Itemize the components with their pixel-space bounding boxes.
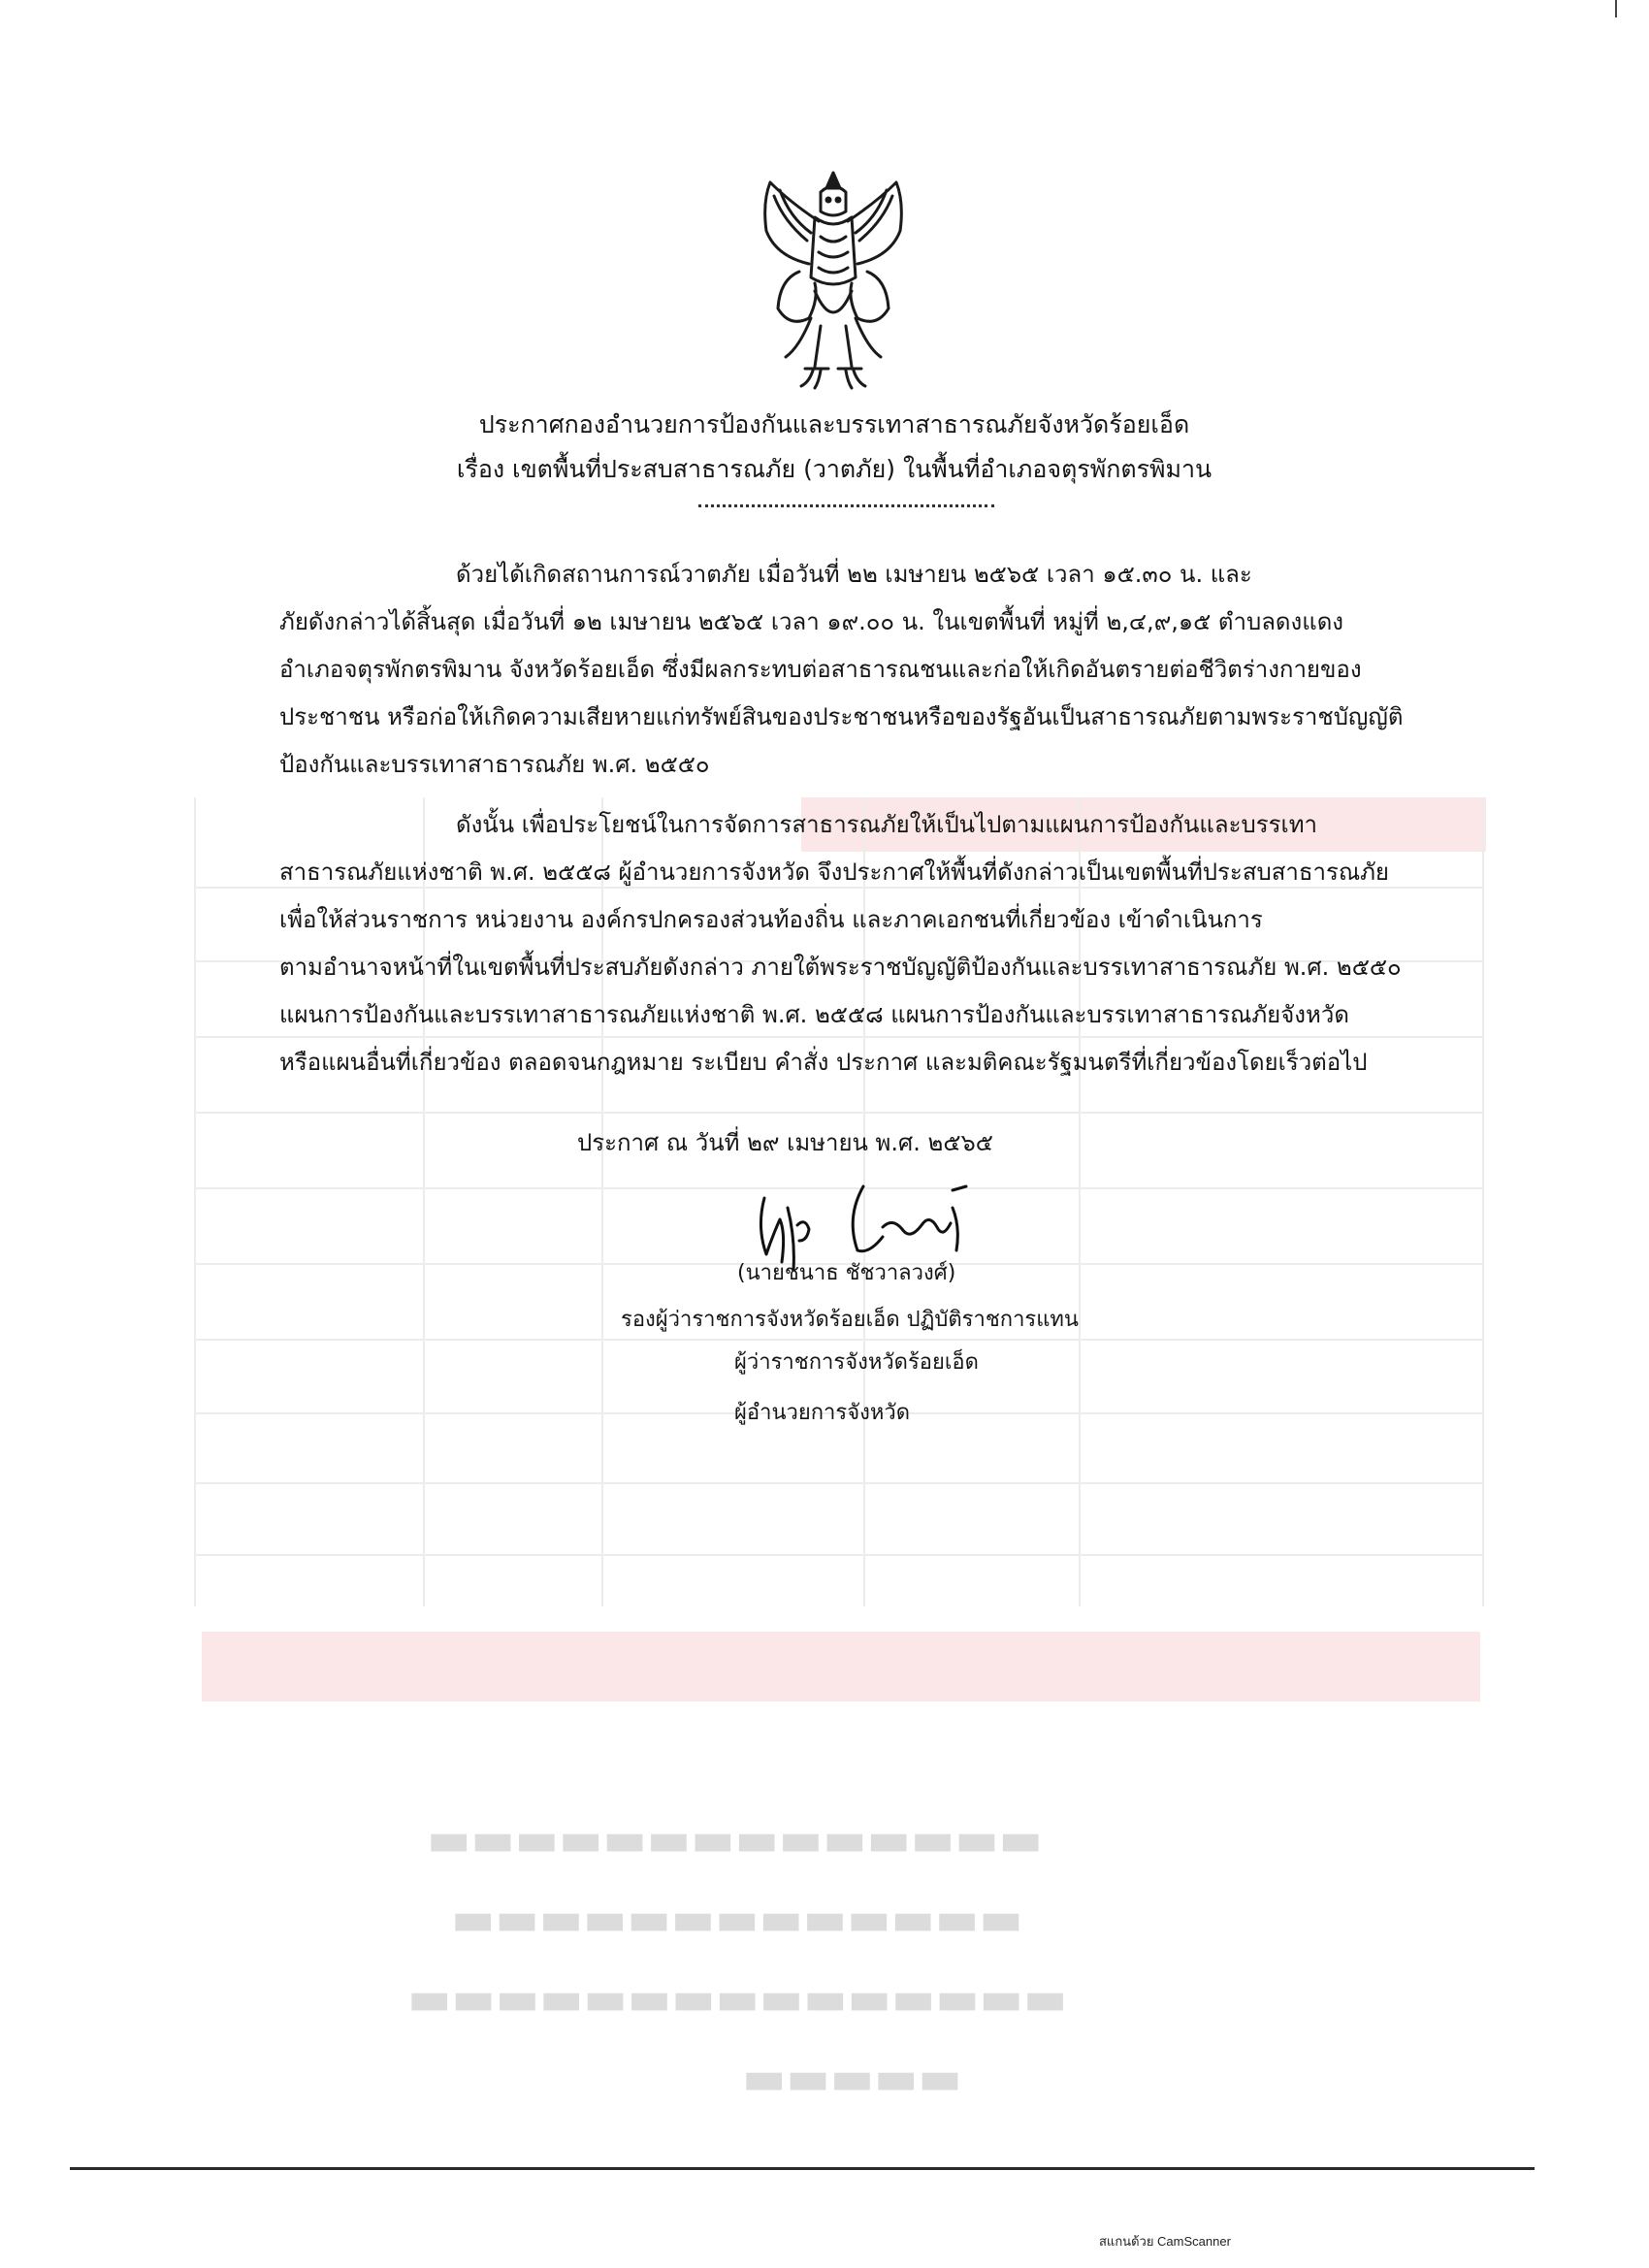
dotted-divider: [698, 504, 994, 507]
announcement-subject: เรื่อง เขตพื้นที่ประสบสาธารณภัย (วาตภัย) ในพื้นที่อำเภอจตุรพักตรพิมาน: [456, 455, 1212, 483]
paragraph-line: ดังนั้น เพื่อประโยชน์ในการจัดการสาธารณภัยให้เป็นไปตามแผนการป้องกันและบรรเทา: [456, 811, 1317, 838]
paragraph-line: ภัยดังกล่าวได้สิ้นสุด เมื่อวันที่ ๑๒ เมษายน ๒๕๖๕ เวลา ๑๙.๐๐ น. ในเขตพื้นที่ หมู่ที่ ๒,๔,๙,๑๕ ตำบลดงแดง: [279, 608, 1344, 635]
paragraph-line: ตามอำนาจหน้าที่ในเขตพื้นที่ประสบภัยดังกล่าว ภายใต้พระราชบัญญัติป้องกันและบรรเทาสาธารณภัย พ.ศ. ๒๕๕๐: [279, 954, 1402, 981]
paragraph-line: หรือแผนอื่นที่เกี่ยวข้อง ตลอดจนกฎหมาย ระเบียบ คำสั่ง ประกาศ และมติคณะรัฐมนตรีที่เกี่ยวข้องโดยเร็วต่อไป: [279, 1049, 1368, 1076]
signatory-title: ผู้ว่าราชการจังหวัดร้อยเอ็ด: [734, 1350, 979, 1375]
signatory-name: (นายชนาธ ชัชวาลวงศ์): [737, 1261, 956, 1285]
scan-edge-mark: [1615, 0, 1617, 17]
paragraph-line: สาธารณภัยแห่งชาติ พ.ศ. ๒๕๕๘ ผู้อำนวยการจังหวัด จึงประกาศให้พื้นที่ดังกล่าวเป็นเขตพื้นที่ประสบสาธารณภัย: [279, 859, 1389, 886]
paragraph-line: เพื่อให้ส่วนราชการ หน่วยงาน องค์กรปกครองส่วนท้องถิ่น และภาคเอกชนที่เกี่ยวข้อง เข้าดำเนินการ: [279, 906, 1263, 933]
garuda-emblem-icon: [751, 163, 916, 392]
bleed-through-text: ▬▬▬▬▬▬▬▬▬▬▬▬▬▬▬: [407, 1971, 1068, 2025]
paragraph-line: ประชาชน หรือก่อให้เกิดความเสียหายแก่ทรัพย์สินของประชาชนหรือของรัฐอันเป็นสาธารณภัยตามพระราชบัญญัติ: [279, 703, 1404, 730]
bleed-through-text: ▬▬▬▬▬: [742, 2051, 962, 2105]
scanner-watermark: สแกนด้วย CamScanner: [1099, 2234, 1231, 2249]
paragraph-line: ด้วยได้เกิดสถานการณ์วาตภัย เมื่อวันที่ ๒๒ เมษายน ๒๕๖๕ เวลา ๑๕.๓๐ น. และ: [456, 561, 1252, 588]
announcement-heading: ประกาศกองอำนวยการป้องกันและบรรเทาสาธารณภัยจังหวัดร้อยเอ็ด: [478, 410, 1190, 438]
paragraph-line: แผนการป้องกันและบรรเทาสาธารณภัยแห่งชาติ พ.ศ. ๒๕๕๘ แผนการป้องกันและบรรเทาสาธารณภัยจังหวัด: [279, 1001, 1349, 1028]
bleed-through-band: [202, 1632, 1480, 1701]
signatory-title: ผู้อำนวยการจังหวัด: [734, 1401, 911, 1425]
bottom-scan-rule: [70, 2167, 1535, 2170]
paragraph-line: อำเภอจตุรพักตรพิมาน จังหวัดร้อยเอ็ด ซึ่งมีผลกระทบต่อสาธารณชนและก่อให้เกิดอันตรายต่อชีวิตร่างกายของ: [279, 656, 1362, 683]
announcement-date: ประกาศ ณ วันที่ ๒๙ เมษายน พ.ศ. ๒๕๖๕: [577, 1129, 993, 1156]
bleed-through-text: ▬▬▬▬▬▬▬▬▬▬▬▬▬▬: [427, 1812, 1043, 1866]
body-paragraph-2: [279, 801, 1408, 1086]
body-paragraph-1: [279, 551, 1408, 789]
paragraph-line: ป้องกันและบรรเทาสาธารณภัย พ.ศ. ๒๕๕๐: [279, 751, 710, 778]
bleed-through-text: ▬▬▬▬▬▬▬▬▬▬▬▬▬: [451, 1892, 1023, 1946]
signatory-title: รองผู้ว่าราชการจังหวัดร้อยเอ็ด ปฏิบัติราชการแทน: [621, 1308, 1079, 1332]
